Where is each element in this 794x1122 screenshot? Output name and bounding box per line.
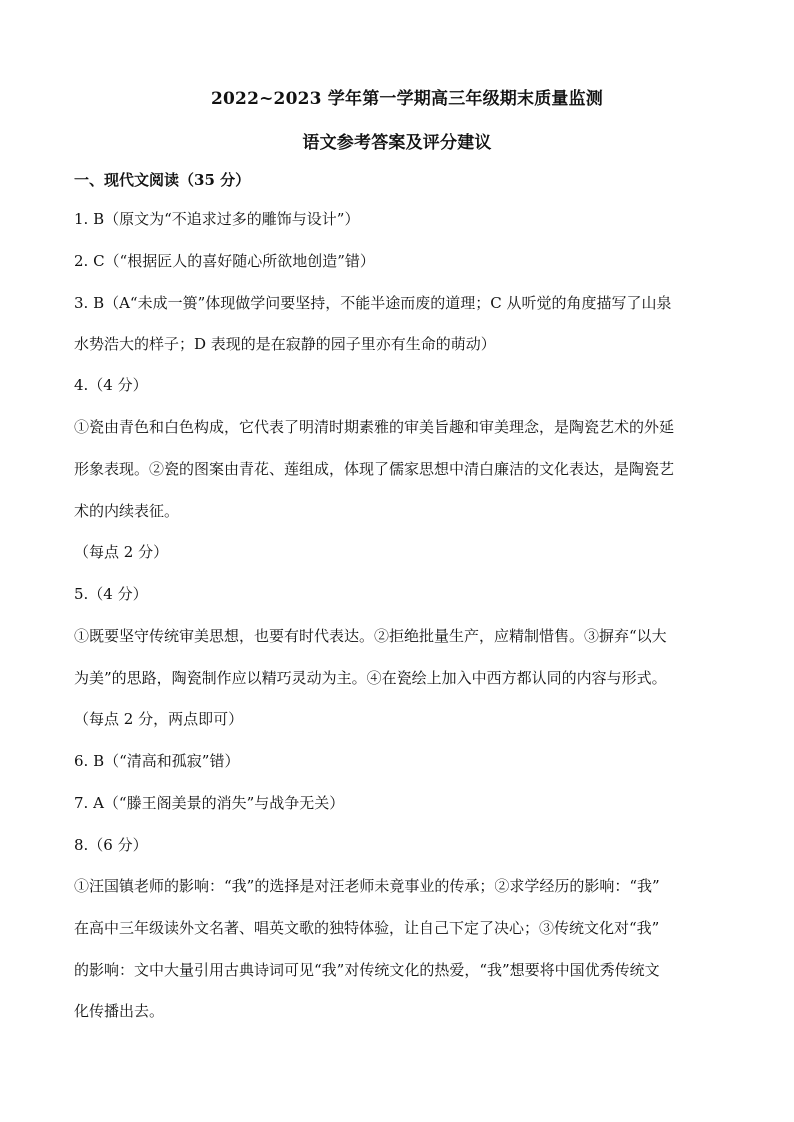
answer-line: 化传播出去。 xyxy=(74,1002,165,1020)
answer-line: 形象表现。②瓷的图案由青花、莲组成，体现了儒家思想中清白廉洁的文化表达，是陶瓷艺 xyxy=(74,460,675,478)
answer-line: 7. A（“滕王阁美景的消失”与战争无关） xyxy=(74,794,345,812)
answer-line: 3. B（A“未成一篑”体现做学问要坚持，不能半途而废的道理；C 从听觉的角度描写了山泉 xyxy=(74,294,672,312)
document-subtitle: 语文参考答案及评分建议 xyxy=(302,133,492,153)
document-title: 2022~2023 学年第一学期高三年级期末质量监测 xyxy=(211,89,603,109)
answer-line: ①瓷由青色和白色构成，它代表了明清时期素雅的审美旨趣和审美理念，是陶瓷艺术的外延 xyxy=(74,418,675,436)
answer-line: 2. C（“根据匠人的喜好随心所欲地创造”错） xyxy=(74,252,375,270)
answer-line: 术的内续表征。 xyxy=(74,502,180,520)
answer-line: （每点 2 分，两点即可） xyxy=(74,710,244,728)
answer-line: 5.（4 分） xyxy=(74,585,148,603)
answer-line: 在高中三年级读外文名著、唱英文歌的独特体验，让自己下定了决心；③传统文化对“我” xyxy=(74,919,660,937)
answer-line: 6. B（“清高和孤寂”错） xyxy=(74,752,240,770)
answer-line: ①既要坚守传统审美思想，也要有时代表达。②拒绝批量生产，应精制惜售。③摒弃“以大 xyxy=(74,627,667,645)
section-heading: 一、现代文阅读（35 分） xyxy=(74,171,251,189)
answer-line: 的影响：文中大量引用古典诗词可见“我”对传统文化的热爱，“我”想要将中国优秀传统文 xyxy=(74,961,660,979)
answer-line: ①汪国镇老师的影响：“我”的选择是对汪老师未竟事业的传承；②求学经历的影响：“我” xyxy=(74,877,660,895)
answer-line: 1. B（原文为“不追求过多的雕饰与设计”） xyxy=(74,210,360,228)
answer-line: 4.（4 分） xyxy=(74,376,148,394)
answer-line: 水势浩大的样子；D 表现的是在寂静的园子里亦有生命的萌动） xyxy=(74,335,496,353)
answer-line: （每点 2 分） xyxy=(74,543,169,561)
answer-line: 为美”的思路，陶瓷制作应以精巧灵动为主。④在瓷绘上加入中西方都认同的内容与形式。 xyxy=(74,669,667,687)
answer-line: 8.（6 分） xyxy=(74,836,148,854)
